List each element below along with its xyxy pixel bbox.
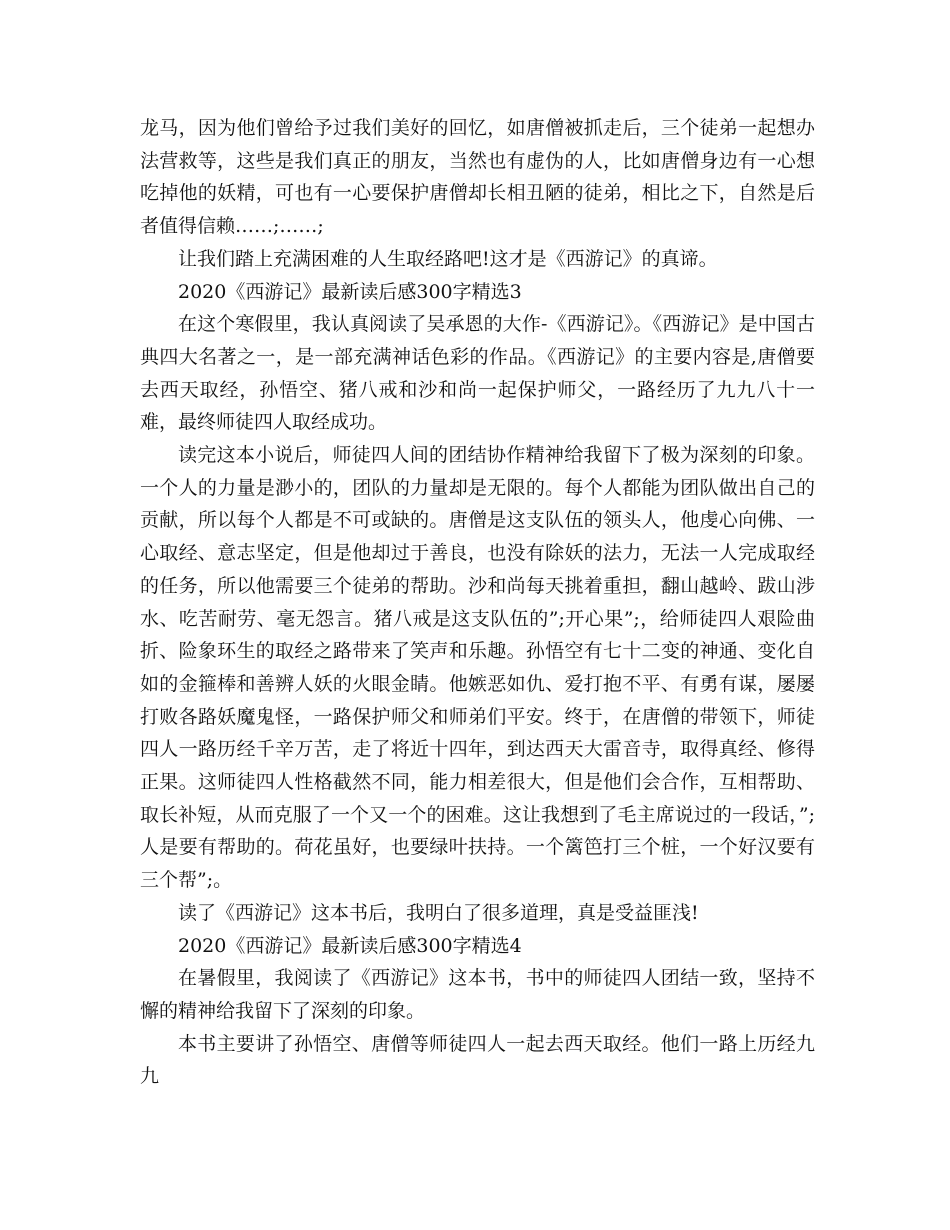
paragraph-book-summary: 本书主要讲了孙悟空、唐僧等师徒四人一起去西天取经。他们一路上历经九九: [140, 1032, 815, 1088]
paragraph-summer-reading: 在暑假里，我阅读了《西游记》这本书，书中的师徒四人团结一致，坚持不懈的精神给我留下了深刻的印象。: [140, 967, 815, 1022]
paragraph-friends: 龙马，因为他们曾给予过我们美好的回忆，如唐僧被抓走后，三个徒弟一起想办法营救等，这些是我们真正的朋友，当然也有虚伪的人，比如唐僧身边有一心想吃掉他的妖精，可也有一心要保护唐僧却长相丑陋的徒弟，相比之下，自然是后者值得信赖……;……;: [140, 117, 815, 238]
paragraph-winter-reading: 在这个寒假里，我认真阅读了吴承恩的大作-《西游记》。《西游记》是中国古典四大名著之一，是一部充满神话色彩的作品。《西游记》的主要内容是,唐僧要去西天取经，孙悟空、猪八戒和沙和尚一起保护师父，一路经历了九九八十一难，最终师徒四人取经成功。: [140, 313, 815, 434]
section-heading-3: 2020《西游记》最新读后感300字精选3: [178, 280, 522, 303]
paragraph-conclusion: 让我们踏上充满困难的人生取经路吧!这才是《西游记》的真谛。: [178, 247, 718, 270]
section-heading-4: 2020《西游记》最新读后感300字精选4: [178, 934, 522, 957]
paragraph-teamwork: 读完这本小说后，师徒四人间的团结协作精神给我留下了极为深刻的印象。一个人的力量是渺小的，团队的力量却是无限的。每个人都能为团队做出自己的贡献，所以每个人都是不可或缺的。唐僧是这支队伍的领头人，他虔心向佛、一心取经、意志坚定，但是他却过于善良，也没有除妖的法力，无法一人完成取经的任务，所以他需要三个徒弟的帮助。沙和尚每天挑着重担，翻山越岭、跋山涉水、吃苦耐劳、毫无怨言。猪八戒是这支队伍的”;开心果”;，给师徒四人艰险曲折、险象环生的取经之路带来了笑声和乐趣。孙悟空有七十二变的神通、变化自如的金箍棒和善辨人妖的火眼金睛。他嫉恶如仇、爱打抱不平、有勇有谋，屡屡打败各路妖魔鬼怪，一路保护师父和师弟们平安。终于，在唐僧的带领下，师徒四人一路历经千辛万苦，走了将近十四年，到达西天大雷音寺，取得真经、修得正果。这师徒四人性格截然不同，能力相差很大，但是他们会合作，互相帮助、取长补短，从而克服了一个又一个的困难。这让我想到了毛主席说过的一段话，”;人是要有帮助的。荷花虽好，也要绿叶扶持。一个篱笆打三个桩，一个好汉要有三个帮”;。: [140, 444, 815, 892]
document-body: [140, 112, 815, 1093]
paragraph-benefit: 读了《西游记》这本书后，我明白了很多道理，真是受益匪浅!: [178, 901, 699, 924]
